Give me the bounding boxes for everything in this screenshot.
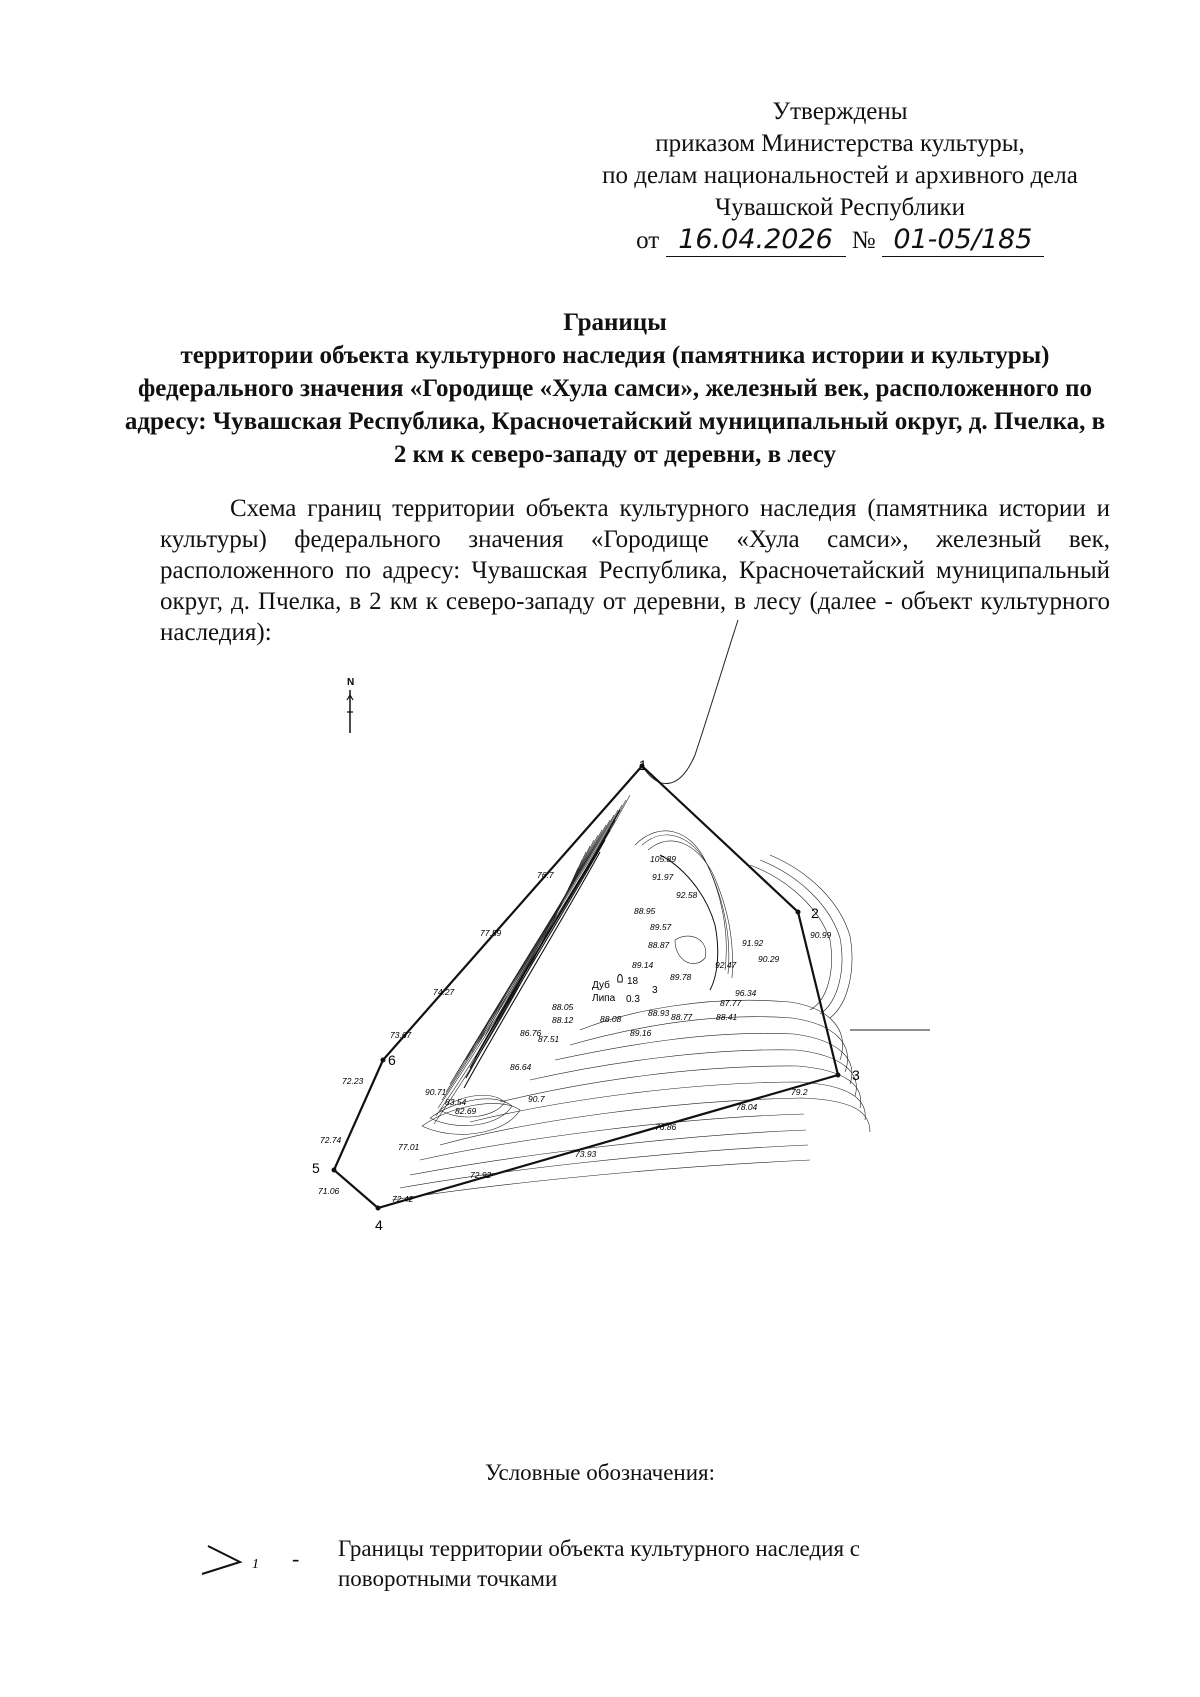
elevation: 90.29	[758, 954, 780, 964]
approval-date: 16.04.2026	[666, 224, 846, 257]
north-arrow-icon	[347, 677, 354, 733]
elevation: 83.54	[445, 1097, 467, 1107]
elevation: 71.06	[318, 1186, 340, 1196]
elevation: 72.74	[320, 1135, 342, 1145]
elevation: 90.71	[425, 1087, 447, 1097]
title-heading: Границы	[563, 309, 667, 336]
tree-marker	[592, 975, 658, 1006]
elevation: 87.51	[538, 1034, 560, 1044]
elevation: 86.64	[510, 1062, 532, 1072]
boundary-scheme	[312, 640, 1030, 1340]
turning-point-2: 2	[811, 905, 819, 921]
elevation: 88.41	[716, 1012, 738, 1022]
elevation: 88.05	[552, 1002, 574, 1012]
elevation: 73.93	[575, 1149, 597, 1159]
elevation: 90.99	[810, 930, 832, 940]
elevation: 88.77	[671, 1012, 693, 1022]
legend-item	[200, 1534, 1000, 1614]
legend-description: Границы территории объекта культурного наследия с поворотными точками	[338, 1536, 861, 1591]
elevation: 72.23	[342, 1076, 364, 1086]
elevation: 91.97	[652, 872, 674, 882]
elevation: 77.59	[480, 928, 502, 938]
elevation: 76.86	[655, 1122, 677, 1132]
approval-date-line	[560, 224, 1120, 257]
tree-number: 18	[627, 976, 639, 987]
elevation: 88.87	[648, 940, 670, 950]
legend-title: Условные обозначения:	[484, 1460, 716, 1485]
tree-label-2: Липа	[592, 993, 616, 1004]
approval-number: 01-05/185	[882, 224, 1044, 257]
approval-line-4: Чувашской Республики	[714, 194, 966, 221]
legend-dash: -	[292, 1546, 300, 1571]
tree-label: Дуб	[592, 980, 610, 991]
elevation: 86.76	[520, 1028, 542, 1038]
elevation: 89.78	[670, 972, 692, 982]
title-subtitle: территории объекта культурного наследия (памятника истории и культуры) федерального значения «Городище «Хула самси», железный век, расположенного по адресу: Чувашская Республика, Красночетайский муниципальный округ, д. Пчелка, в 2 км к северо-западу от деревни, в лесу	[124, 342, 1106, 468]
elevation-labels	[318, 854, 832, 1204]
tree-value: 0.3	[626, 994, 640, 1005]
elevation: 77.01	[398, 1142, 420, 1152]
scheme-description: Схема границ территории объекта культурного наследия (памятника истории и культуры) федерального значения «Городище «Хула самси», железный век, расположенного по адресу: Чувашская Республика, Красночетайский муниципальный округ, д. Пчелка, в 2 км к северо-западу от деревни, в лесу (далее - объект культурного наследия):	[160, 495, 1110, 646]
approval-line-1: Утверждены	[772, 98, 908, 125]
elevation: 78.04	[736, 1102, 758, 1112]
north-label: N	[347, 677, 355, 688]
elevation: 88.93	[648, 1008, 670, 1018]
document-title	[120, 306, 1110, 471]
boundary-symbol-icon	[200, 1540, 290, 1580]
elevation: 72.92	[470, 1170, 492, 1180]
elevation: 90.7	[528, 1094, 545, 1104]
tree-count: 3	[652, 985, 658, 996]
elevation: 88.08	[600, 1014, 622, 1024]
turning-point-6: 6	[388, 1052, 396, 1068]
elevation: 82.69	[455, 1106, 477, 1116]
elevation: 92.47	[715, 960, 737, 970]
approval-line-2: приказом Министерства культуры,	[655, 130, 1025, 157]
elevation: 79.2	[791, 1087, 808, 1097]
elevation: 89.57	[650, 922, 672, 932]
road-line	[645, 620, 738, 784]
elevation: 73.67	[390, 1030, 412, 1040]
turning-point-4: 4	[375, 1217, 383, 1233]
number-prefix: №	[851, 227, 876, 254]
elevation: 89.14	[632, 960, 654, 970]
elevation: 92.58	[676, 890, 698, 900]
elevation: 88.12	[552, 1015, 574, 1025]
elevation: 89.16	[630, 1028, 652, 1038]
approval-block	[560, 96, 1120, 257]
elevation: 96.34	[735, 988, 757, 998]
legend-symbol-number: 1	[252, 1557, 259, 1572]
approval-line-3: по делам национальностей и архивного дела	[602, 162, 1078, 189]
elevation: 74.27	[433, 987, 455, 997]
turning-point-3: 3	[852, 1067, 860, 1083]
elevation: 88.95	[634, 906, 656, 916]
elevation: 87.77	[720, 998, 742, 1008]
date-prefix: от	[636, 227, 660, 254]
rampart-hatching	[464, 810, 620, 1088]
elevation: 105.89	[650, 854, 676, 864]
elevation: 91.92	[742, 938, 764, 948]
elevation: 76.7	[537, 870, 554, 880]
turning-point-1: 1	[639, 757, 647, 773]
elevation: 72.42	[392, 1194, 414, 1204]
turning-point-5: 5	[312, 1160, 320, 1176]
